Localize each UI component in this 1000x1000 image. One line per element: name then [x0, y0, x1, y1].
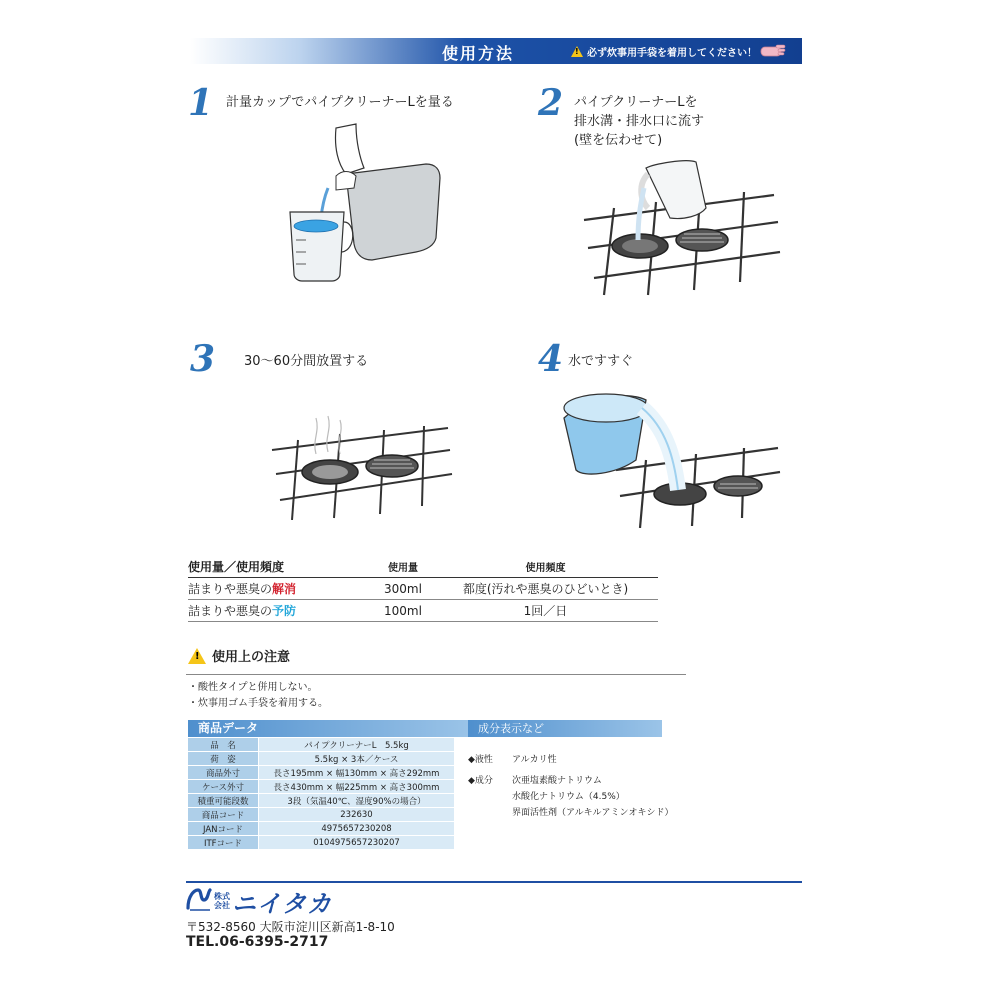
logo-kaisha-line-2: 会社: [214, 901, 230, 910]
step-3-text: 30〜60分間放置する: [244, 354, 369, 369]
usage-category-highlight: 予防: [272, 604, 297, 618]
usage-frequency: 1回／日: [523, 604, 568, 618]
usage-category: [188, 580, 373, 597]
pour-into-drain-illustration: [574, 150, 784, 300]
product-value: 3段（気温40℃、湿度90%の場合）: [259, 794, 455, 808]
step-1-text: 計量カップでパイプクリーナーLを量る: [226, 95, 454, 110]
table-row: [188, 780, 454, 794]
component-item: 水酸化ナトリウム（4.5%）: [512, 792, 625, 802]
step-3-number: 3: [190, 338, 216, 380]
table-row: [188, 836, 454, 850]
divider: [186, 674, 686, 675]
company-address: 〒532-8560 大阪市淀川区新高1-8-10: [186, 920, 395, 934]
liquid-label: ◆液性: [468, 755, 493, 765]
product-key: JANコード: [188, 822, 259, 836]
product-value: 232630: [259, 808, 455, 822]
usage-amount: 300ml: [384, 581, 422, 596]
company-logo-icon: [184, 886, 214, 912]
product-key: 積重可能段数: [188, 794, 259, 808]
step-2-text: パイプクリーナーLを 排水溝・排水口に流す (壁を伝わせて): [574, 95, 705, 148]
component-item: 界面活性剤（アルキルアミンオキシド）: [512, 808, 674, 818]
component-label: ◆成分: [468, 776, 493, 786]
warning-icon: [188, 648, 206, 664]
caution-title: [188, 646, 290, 665]
footer-divider: [186, 881, 802, 883]
measuring-cup-illustration: [276, 118, 446, 290]
component-item: 次亜塩素酸ナトリウム: [512, 776, 602, 786]
usage-table-header: [188, 556, 658, 578]
table-row: [188, 578, 658, 600]
step-1-number: 1: [188, 82, 214, 124]
table-row: [188, 808, 454, 822]
liquid-value: アルカリ性: [512, 755, 557, 765]
table-row: [188, 752, 454, 766]
product-key: ケース外寸: [188, 780, 259, 794]
section-title: 使用方法: [442, 44, 515, 63]
product-value: パイプクリーナーL 5.5kg: [259, 738, 455, 752]
list-item: ・炊事用ゴム手袋を着用する。: [188, 698, 328, 709]
product-key: ITFコード: [188, 836, 259, 850]
glove-icon: [760, 43, 786, 59]
glove-warning: [571, 44, 757, 59]
product-key: 商品外寸: [188, 766, 259, 780]
table-row: [188, 600, 658, 622]
table-row: [188, 766, 454, 780]
usage-frequency: 都度(汚れや悪臭のひどいとき): [462, 582, 629, 596]
product-value: 4975657230208: [259, 822, 455, 836]
company-tel: TEL.06-6395-2717: [186, 934, 329, 950]
usage-category: [188, 602, 373, 619]
usage-header-amount: 使用量: [388, 563, 418, 574]
product-value: 長さ195mm × 幅130mm × 高さ292mm: [259, 766, 455, 780]
glove-warning-text: 必ず炊事用手袋を着用してください！: [587, 48, 757, 59]
usage-header-frequency: 使用頻度: [525, 563, 566, 574]
product-data-title: 商品データ: [188, 720, 472, 737]
product-key: 荷 姿: [188, 752, 259, 766]
caution-title-text: 使用上の注意: [212, 650, 291, 665]
table-row: [188, 738, 454, 752]
wait-drain-illustration: [268, 410, 453, 520]
product-key: 商品コード: [188, 808, 259, 822]
product-value: 5.5kg × 3本／ケース: [259, 752, 455, 766]
step-4-text: 水ですすぐ: [568, 354, 634, 369]
usage-category-prefix: 詰まりや悪臭の: [188, 582, 273, 596]
table-row: [188, 822, 454, 836]
product-data-table: [188, 738, 454, 850]
warning-icon: [571, 46, 583, 57]
list-item: ・酸性タイプと併用しない。: [188, 682, 318, 693]
step-2-number: 2: [538, 82, 564, 124]
product-key: 品 名: [188, 738, 259, 752]
product-value: 長さ430mm × 幅225mm × 高さ300mm: [259, 780, 455, 794]
rinse-water-illustration: [556, 378, 786, 528]
company-name: ニイタカ: [232, 890, 332, 918]
product-value: 0104975657230207: [259, 836, 455, 850]
logo-kaisha: [214, 892, 230, 910]
caution-list: [188, 680, 328, 712]
logo-kaisha-line-1: 株式: [214, 892, 230, 901]
ingredients-title: 成分表示など: [468, 720, 662, 737]
usage-header-category: 使用量／使用頻度: [188, 560, 285, 574]
table-row: [188, 794, 454, 808]
usage-category-prefix: 詰まりや悪臭の: [188, 604, 273, 618]
usage-category-highlight: 解消: [272, 582, 297, 596]
usage-table: [188, 556, 658, 622]
usage-amount: 100ml: [384, 603, 422, 618]
step-4-number: 4: [538, 338, 564, 380]
